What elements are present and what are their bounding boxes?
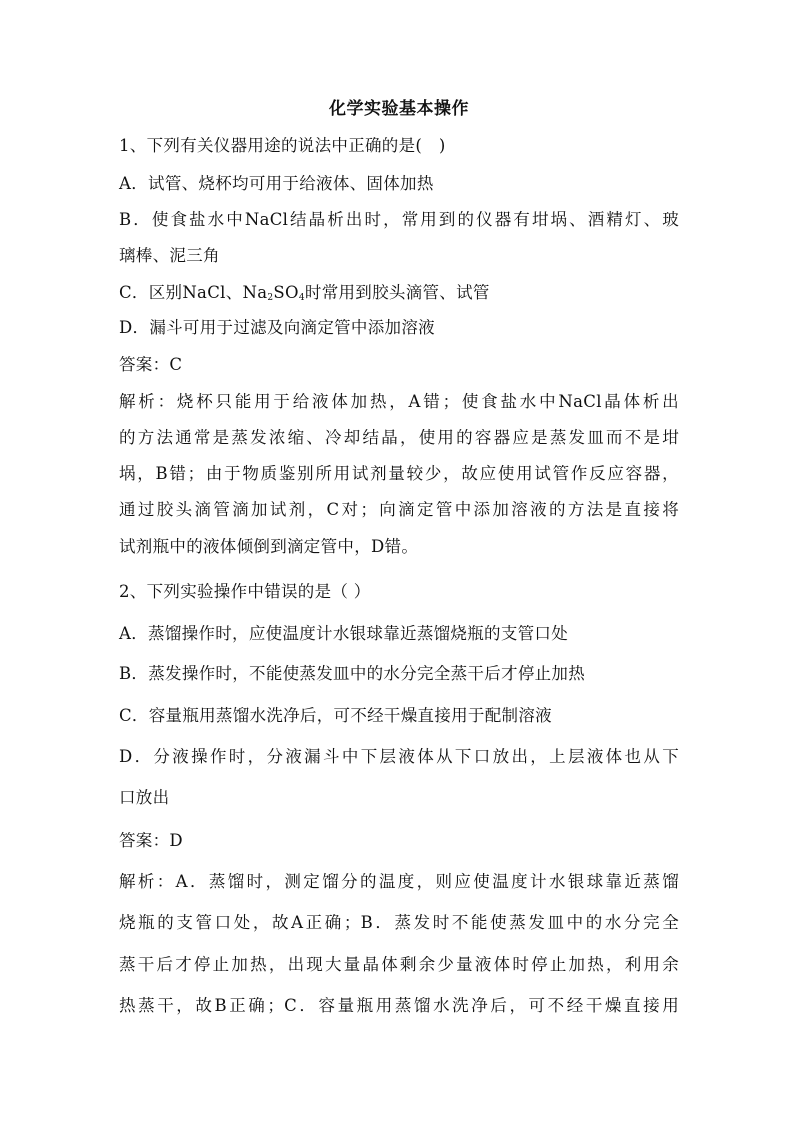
q2-stem: 2、下列实验操作中错误的是（ ） (119, 582, 371, 601)
q1-option-c (119, 283, 490, 303)
q2-explanation-line1: 解析：A．蒸馏时，测定馏分的温度，则应使温度计水银球靠近蒸馏 (119, 872, 679, 891)
q1-explanation-line5: 试剂瓶中的液体倾倒到滴定管中，D错。 (119, 537, 419, 556)
q1-explanation-line4: 通过胶头滴管滴加试剂，C对；向滴定管中添加溶液的方法是直接将 (119, 500, 679, 519)
q1-option-d: D．漏斗可用于过滤及向滴定管中添加溶液 (119, 318, 435, 337)
q1-option-c-sub2: 4 (298, 293, 305, 303)
q1-explanation-line3: 埚，B错；由于物质鉴别所用试剂量较少，故应使用试管作反应容器， (119, 464, 679, 483)
q1-explanation-line2: 的方法通常是蒸发浓缩、冷却结晶，使用的容器应是蒸发皿而不是坩 (119, 428, 679, 447)
q2-explanation-line2: 烧瓶的支管口处，故A正确；B．蒸发时不能使蒸发皿中的水分完全 (119, 913, 679, 932)
q1-option-a: A．试管、烧杯均可用于给液体、固体加热 (119, 174, 434, 193)
q2-answer: 答案：D (119, 831, 183, 850)
q1-stem: 1、下列有关仪器用途的说法中正确的是( ) (119, 136, 446, 155)
q1-answer: 答案：C (119, 355, 183, 374)
q2-explanation-line4: 热蒸干，故B正确；C．容量瓶用蒸馏水洗净后，可不经干燥直接用 (119, 996, 679, 1015)
q2-option-c: C．容量瓶用蒸馏水洗净后，可不经干燥直接用于配制溶液 (119, 706, 552, 725)
q2-explanation-line3: 蒸干后才停止加热，出现大量晶体剩余少量液体时停止加热，利用余 (119, 955, 679, 974)
q1-option-b-line1: B．使食盐水中NaCl结晶析出时，常用到的仪器有坩埚、酒精灯、玻 (119, 210, 679, 229)
q2-option-b: B．蒸发操作时，不能使蒸发皿中的水分完全蒸干后才停止加热 (119, 664, 586, 683)
q1-explanation-line1: 解析：烧杯只能用于给液体加热，A错；使食盐水中NaCl晶体析出 (119, 392, 679, 411)
q1-option-c-text-pre: C．区别NaCl、Na (119, 283, 268, 302)
document-title: 化学实验基本操作 (329, 99, 469, 119)
q1-option-c-text-mid: SO (273, 283, 299, 302)
q1-option-b-line2: 璃棒、泥三角 (119, 246, 220, 265)
q1-option-c-text-post: 时常用到胶头滴管、试管 (304, 283, 490, 302)
q1-option-c-sub1: 2 (267, 293, 274, 303)
q2-option-d-line1: D．分液操作时，分液漏斗中下层液体从下口放出，上层液体也从下 (119, 747, 679, 766)
q2-option-d-line2: 口放出 (119, 788, 170, 807)
q2-option-a: A．蒸馏操作时，应使温度计水银球靠近蒸馏烧瓶的支管口处 (119, 624, 569, 643)
